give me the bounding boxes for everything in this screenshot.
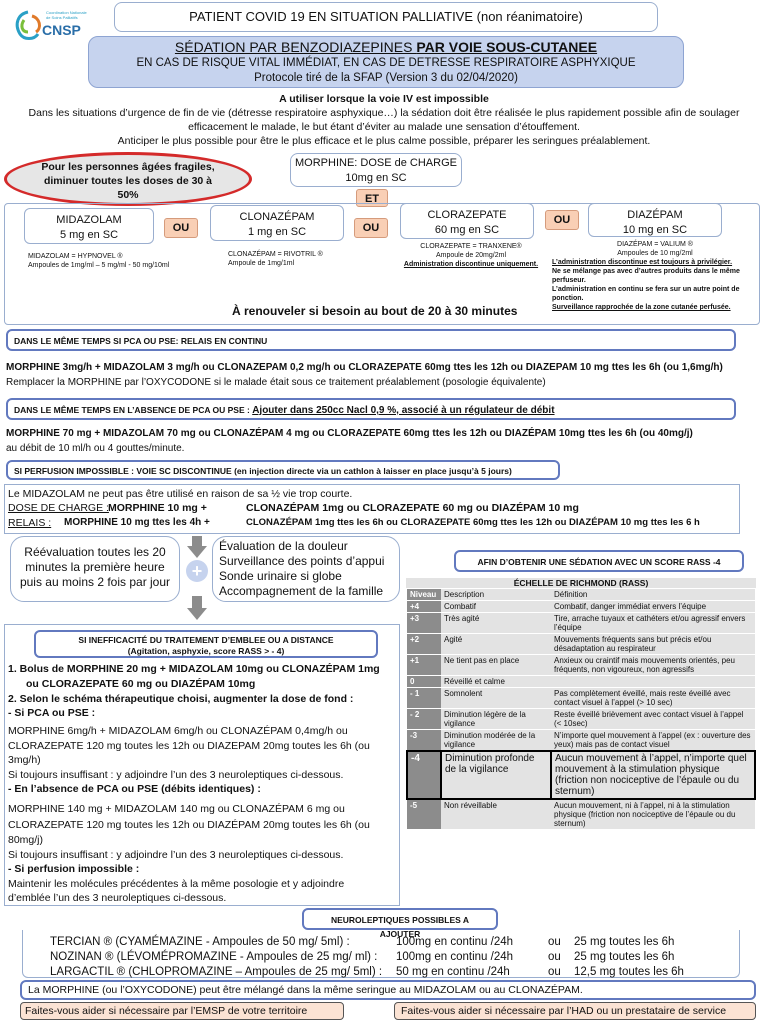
rass-desc: Ne tient pas en place — [441, 655, 551, 676]
absence-dose-2: CLORAZEPATE 120 mg toutes les 12h ou DIAZÉPAM 20mg toutes les 6h (ou — [8, 819, 370, 831]
reeval-line-2: minutes la première heure — [25, 560, 165, 574]
neuro-tercian-continu: 100mg en continu /24h — [396, 936, 514, 948]
rass-grid — [406, 589, 756, 830]
rass-def: Mouvements fréquents sans but précis et/ou désadaptation au respirateur — [551, 634, 755, 655]
midazolam-note-2: Ampoules de 1mg/ml – 5 mg/ml - 50 mg/10ml — [28, 262, 170, 269]
rass-level: +4 — [407, 601, 441, 613]
rass-level: +1 — [407, 655, 441, 676]
diazepam-note-8: Surveillance rapprochée de la zone cutanée perfusée. — [552, 304, 731, 311]
charge-label: DOSE DE CHARGE : — [8, 502, 109, 514]
eval-line-1: Évaluation de la douleur — [219, 539, 348, 553]
pca-note: Remplacer la MORPHINE par l’OXYCODONE si le malade était sous ce traitement préalablement (posologie équivalente) — [6, 377, 546, 388]
insufficient-1: Si toujours insuffisant : y adjoindre l’un des 3 neuroleptiques ci-dessous. — [8, 769, 344, 781]
ou-badge-2: OU — [354, 218, 388, 238]
relais-morphine: MORPHINE 10 mg ttes les 4h + — [64, 517, 210, 528]
impossible-line-1: Le MIDAZOLAM ne peut pas être utilisé en raison de sa ½ vie trop courte. — [8, 488, 353, 500]
neuro-nozinan: NOZINAN ® (LÉVOMÉPROMAZINE - Ampoules de 25 mg/ ml) : — [50, 951, 378, 963]
rass-row — [407, 688, 755, 709]
clonazepam-dose: 1 mg en SC — [247, 226, 307, 238]
logo-caption-1: Coordination Nationale — [46, 10, 87, 15]
arrow-down-stem-2 — [192, 596, 202, 608]
reeval-line-3: puis au moins 2 fois par jour — [19, 575, 171, 589]
rass-def: Anxieux ou craintif mais mouvements orientés, peu fréquents, non vigoureux, non agressifs — [551, 655, 755, 676]
elderly-line-2: diminuer toutes les doses de 30 à — [43, 175, 213, 187]
diazepam-note-4: Ne se mélange pas avec d’autres produits dans le même — [552, 268, 740, 275]
rass-def — [551, 676, 755, 688]
rass-row — [407, 601, 755, 613]
rass-def: Tire, arrache tuyaux et cathéters et/ou agressif envers l’équipe — [551, 613, 755, 634]
reeval-line-1: Réévaluation toutes les 20 — [24, 545, 166, 559]
step-1a: 1. Bolus de MORPHINE 20 mg + MIDAZOLAM 10mg ou CLONAZÉPAM 1mg — [8, 663, 380, 675]
charge-rest: CLONAZÉPAM 1mg ou CLORAZEPATE 60 mg ou DIAZÉPAM 10 mg — [246, 502, 579, 514]
rass-row — [407, 613, 755, 634]
inefficacy-header-1: SI INEFFICACITÉ DU TRAITEMENT D’EMBLEE OU A DISTANCE — [78, 635, 334, 645]
step-2: 2. Selon le schéma thérapeutique choisi, augmenter la dose de fond : — [8, 693, 354, 705]
rass-title: ÉCHELLE DE RICHMOND (RASS) — [406, 578, 756, 589]
absence-dose-3: 80mg/j) — [8, 834, 44, 846]
rass-level: -3 — [407, 730, 441, 752]
step-1b: ou CLORAZEPATE 60 mg ou DIAZÉPAM 10mg — [26, 678, 256, 690]
logo-swirl-icon — [10, 8, 46, 44]
inefficacy-header — [34, 630, 378, 658]
neuro-largactil: LARGACTIL ® (CHLOPROMAZINE – Ampoules de 25 mg/ 5ml) : — [50, 966, 383, 978]
logo-caption-2: de Soins Palliatifs — [46, 15, 78, 20]
eval-line-3: Sonde urinaire si globe — [219, 569, 342, 583]
sedation-band — [88, 36, 684, 88]
diazepam-note-2: Ampoules de 10 mg/2ml — [617, 250, 693, 257]
elderly-warning — [4, 152, 252, 206]
diazepam-dose: 10 mg en SC — [622, 224, 688, 236]
neuro-tercian-bolus: 25 mg toutes les 6h — [574, 936, 675, 948]
clorazepate-box — [400, 203, 534, 239]
pca-dose-3: 3mg/h) — [8, 754, 41, 766]
midazolam-dose: 5 mg en SC — [59, 229, 119, 241]
diazepam-name: DIAZÉPAM — [627, 209, 683, 221]
pca-line: MORPHINE 3mg/h + MIDAZOLAM 3 mg/h ou CLONAZEPAM 0,2 mg/h ou CLORAZEPATE 60mg ttes les 12h ou DIAZEPAM 10 mg ttes les 6h (ou 1,6mg/h) — [6, 362, 723, 373]
et-badge: ET — [356, 189, 388, 207]
rass-head-def: Définition — [551, 589, 755, 601]
clorazepate-note-3: Administration discontinue uniquement. — [403, 261, 539, 268]
rass-def: Aucun mouvement, ni à l’appel, ni à la stimulation physique (friction non nociceptive de l’épaule ou du sternum) — [551, 799, 755, 830]
clorazepate-notes — [392, 242, 550, 269]
rass-level: -4 — [407, 751, 441, 799]
nopca-header-a: DANS LE MÊME TEMPS EN L’ABSENCE DE PCA OU PSE : — [14, 405, 253, 415]
neuro-largactil-continu: 50 mg en continu /24h — [396, 966, 510, 978]
clonazepam-box — [210, 205, 344, 241]
rass-desc: Somnolent — [441, 688, 551, 709]
absence-title: - En l’absence de PCA ou PSE (débits identiques) : — [8, 783, 261, 795]
rass-level: +3 — [407, 613, 441, 634]
rass-level: - 2 — [407, 709, 441, 730]
relais-rest: CLONAZÉPAM 1mg ttes les 6h ou CLORAZEPATE 60mg ttes les 12h ou DIAZÉPAM 10 mg ttes les 6 h — [246, 517, 700, 528]
clorazepate-dose: 60 mg en SC — [434, 224, 500, 236]
ou-badge-1: OU — [164, 218, 198, 238]
neuro-header: NEUROLEPTIQUES POSSIBLES A AJOUTER — [302, 908, 498, 930]
insufficient-2: Si toujours insuffisant : y adjoindre l’un des 3 neuroleptiques ci-dessous. — [8, 849, 344, 861]
rass-def: Pas complètement éveillé, mais reste éveillé avec contact visuel à l’appel (> 10 sec) — [551, 688, 755, 709]
rass-def: Aucun mouvement à l’appel, n’importe quel mouvement à la stimulation physique (friction non nociceptive de l’épaule ou du sternum) — [551, 751, 755, 799]
band-subtitle: EN CAS DE RISQUE VITAL IMMÉDIAT, EN CAS DE DETRESSE RESPIRATOIRE ASPHYXIQUE — [136, 57, 636, 69]
rass-table — [406, 578, 756, 830]
rass-def: Combatif, danger immédiat envers l’équipe — [551, 601, 755, 613]
band-title-b: PAR VOIE SOUS-CUTANEE — [416, 39, 598, 55]
intro-paragraph-2: efficacement le malade, le but étant d’éviter au malade une sensation d’étouffement. — [188, 121, 580, 133]
rass-row — [407, 676, 755, 688]
rass-def: N’importe quel mouvement à l’appel (ex : ouverture des yeux) mais pas de contact visuel — [551, 730, 755, 752]
elderly-line-1: Pour les personnes âgées fragiles, — [41, 161, 215, 173]
inefficacy-header-2: (Agitation, asphyxie, score RASS > - 4) — [127, 646, 285, 656]
rass-level: - 1 — [407, 688, 441, 709]
clonazepam-notes — [228, 250, 378, 268]
absence-dose-1: MORPHINE 140 mg + MIDAZOLAM 140 mg ou CLONAZÉPAM 6 mg ou — [8, 803, 345, 815]
rass-level: -5 — [407, 799, 441, 830]
plus-icon: + — [186, 560, 208, 582]
band-title-a: SÉDATION PAR BENZODIAZEPINES — [174, 39, 417, 55]
neuro-tercian-ou: ou — [548, 936, 561, 948]
nopca-rate: au débit de 10 ml/h ou 4 gouttes/minute. — [6, 443, 185, 454]
pca-dose-2: CLORAZEPATE 120 mg toutes les 12h ou DIAZEPAM 20mg toutes les 6h (ou — [8, 740, 370, 752]
eval-line-2: Surveillance des points d’appui — [219, 554, 385, 568]
pca-dose-1: MORPHINE 6mg/h + MIDAZOLAM 6mg/h ou CLONAZÉPAM 0,4mg/h ou — [8, 725, 348, 737]
rass-desc: Combatif — [441, 601, 551, 613]
rass-row-target — [407, 751, 755, 799]
band-title — [89, 38, 683, 56]
diazepam-note-3: L’administration discontinue est toujours à privilégier. — [552, 259, 733, 266]
neuro-nozinan-continu: 100mg en continu /24h — [396, 951, 514, 963]
evaluation-box — [212, 536, 400, 602]
band-protocol: Protocole tiré de la SFAP (Version 3 du 02/04/2020) — [254, 72, 518, 84]
midazolam-notes — [28, 252, 208, 270]
nopca-line: MORPHINE 70 mg + MIDAZOLAM 70 mg ou CLONAZÉPAM 4 mg ou CLORAZEPATE 60mg ttes les 12h ou DIAZÉPAM 10mg ttes les 6h (ou 40mg/j) — [6, 428, 693, 439]
diazepam-note-6: L’administration en continu se fera sur un autre point de — [552, 286, 740, 293]
neuro-largactil-bolus: 12,5 mg toutes les 6h — [574, 966, 684, 978]
diazepam-box — [588, 203, 722, 237]
intro-title: A utiliser lorsque la voie IV est impossible — [279, 93, 489, 105]
rass-level: 0 — [407, 676, 441, 688]
mix-note: La MORPHINE (ou l’OXYCODONE) peut être mélangé dans la même seringue au MIDAZOLAM ou au CLONAZÉPAM. — [20, 980, 756, 1000]
rass-desc: Diminution modérée de la vigilance — [441, 730, 551, 752]
relais-label: RELAIS : — [8, 517, 52, 529]
charge-morphine: MORPHINE 10 mg + — [108, 502, 207, 514]
arrow-down-icon-1 — [187, 546, 207, 558]
rass-desc: Diminution profonde de la vigilance — [441, 751, 551, 799]
clonazepam-name: CLONAZÉPAM — [239, 211, 315, 223]
arrow-down-stem-1 — [192, 536, 202, 546]
rass-def: Reste éveillé brièvement avec contact visuel à l’appel (< 10sec) — [551, 709, 755, 730]
neuro-nozinan-bolus: 25 mg toutes les 6h — [574, 951, 675, 963]
intro-paragraph-1: Dans les situations d’urgence de fin de vie (détresse respiratoire asphyxique…) la sédation doit être réalisée le plus rapidement possible afin de soulager — [28, 107, 740, 119]
diazepam-note-1: DIAZÉPAM = VALIUM ® — [617, 241, 693, 248]
rass-desc: Très agité — [441, 613, 551, 634]
rass-row — [407, 634, 755, 655]
morphine-load-label: MORPHINE: DOSE de CHARGE — [295, 157, 457, 169]
rass-desc: Réveillé et calme — [441, 676, 551, 688]
perfusion-line-1: Maintenir les molécules précédentes à la même posologie et y adjoindre — [8, 878, 345, 890]
clonazepam-note-2: Ampoule de 1mg/1ml — [228, 260, 295, 267]
clorazepate-name: CLORAZEPATE — [427, 209, 507, 221]
intro-paragraph-3: Anticiper le plus possible pour être le plus efficace et le plus calme possible, préparer les seringues préalablement. — [117, 135, 651, 147]
arrow-down-icon-2 — [187, 608, 207, 620]
rass-goal: AFIN D’OBTENIR UNE SÉDATION AVEC UN SCORE RASS -4 — [454, 550, 744, 572]
midazolam-name: MIDAZOLAM — [56, 214, 122, 226]
had-help: Faites-vous aider si nécessaire par l’HAD ou un prestataire de service — [394, 1002, 756, 1020]
rass-row — [407, 655, 755, 676]
rass-head-level: Niveau — [407, 589, 441, 601]
clonazepam-note-1: CLONAZÉPAM = RIVOTRIL ® — [228, 251, 323, 258]
diazepam-notes — [552, 240, 758, 312]
rass-desc: Diminution légère de la vigilance — [441, 709, 551, 730]
morphine-load-dose: 10mg en SC — [345, 172, 407, 184]
rass-row — [407, 709, 755, 730]
diazepam-note-5: perfuseur. — [552, 277, 586, 284]
diazepam-note-7: ponction. — [552, 295, 584, 302]
clorazepate-note-1: CLORAZEPATE = TRANXENE® — [420, 243, 522, 250]
nopca-header — [6, 398, 736, 420]
impossible-header: SI PERFUSION IMPOSSIBLE : VOIE SC DISCONTINUE (en injection directe via un cathlon à laisser en place jusqu’à 5 jours) — [6, 460, 560, 480]
eval-line-4: Accompagnement de la famille — [219, 584, 384, 598]
midazolam-note-1: MIDAZOLAM = HYPNOVEL ® — [28, 253, 123, 260]
pca-title: - Si PCA ou PSE : — [8, 707, 96, 719]
perfusion-line-2: d’emblée l’un des 3 neuroleptiques ci-dessous. — [8, 892, 227, 904]
neuro-largactil-ou: ou — [548, 966, 561, 978]
pca-header: DANS LE MÊME TEMPS SI PCA OU PSE: RELAIS EN CONTINU — [6, 329, 736, 351]
clorazepate-note-2: Ampoule de 20mg/2ml — [435, 252, 507, 259]
logo-text: CNSP — [42, 22, 81, 38]
rass-row — [407, 799, 755, 830]
page-title: PATIENT COVID 19 EN SITUATION PALLIATIVE (non réanimatoire) — [114, 2, 658, 32]
rass-level: +2 — [407, 634, 441, 655]
morphine-loading-dose — [290, 153, 462, 187]
rass-row — [407, 730, 755, 752]
reevaluation-box — [10, 536, 180, 602]
midazolam-box — [24, 208, 154, 244]
neuro-nozinan-ou: ou — [548, 951, 561, 963]
rass-desc: Non réveillable — [441, 799, 551, 830]
elderly-line-3: 50% — [117, 189, 139, 201]
neuro-tercian: TERCIAN ® (CYAMÉMAZINE - Ampoules de 50 mg/ 5ml) : — [50, 936, 350, 948]
cnsp-logo — [8, 6, 98, 46]
ou-badge-3: OU — [545, 210, 579, 230]
rass-desc: Agité — [441, 634, 551, 655]
nopca-header-b: Ajouter dans 250cc Nacl 0,9 %, associé à un régulateur de débit — [252, 405, 555, 416]
renew-note: À renouveler si besoin au bout de 20 à 30 minutes — [232, 304, 518, 318]
rass-head-desc: Description — [441, 589, 551, 601]
perfusion-title: - Si perfusion impossible : — [8, 863, 140, 875]
emsp-help: Faites-vous aider si nécessaire par l’EMSP de votre territoire — [20, 1002, 344, 1020]
